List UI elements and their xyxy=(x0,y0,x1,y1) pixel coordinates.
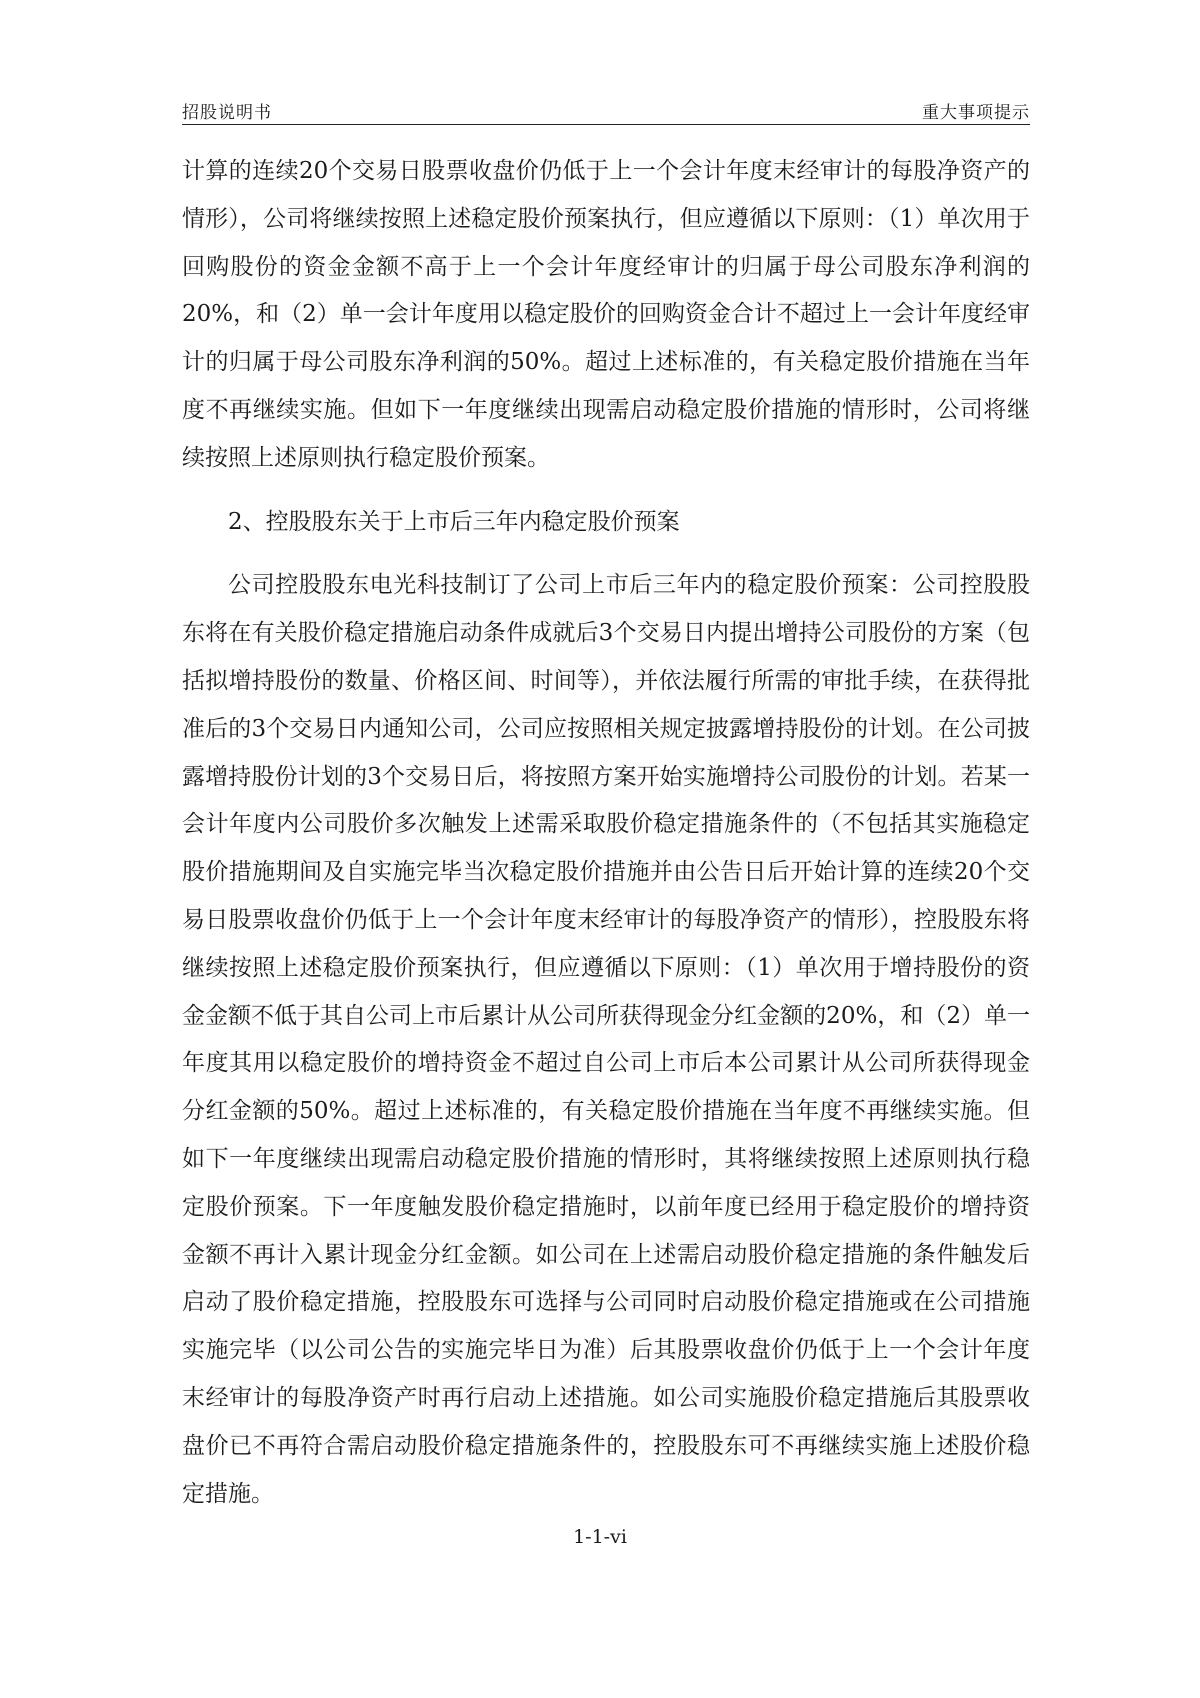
page-header xyxy=(182,96,1030,125)
paragraph-controlling-shareholder: 公司控股股东电光科技制订了公司上市后三年内的稳定股价预案：公司控股股东将在有关股价稳定措施启动条件成就后3个交易日内提出增持公司股份的方案（包括拟增持股份的数量、价格区间、时间等），并依法履行所需的审批手续，在获得批准后的3个交易日内通知公司，公司应按照相关规定披露增持股份的计划。在公司披露增持股份计划的3个交易日后，将按照方案开始实施增持公司股份的计划。若某一会计年度内公司股价多次触发上述需采取股价稳定措施条件的（不包括其实施稳定股价措施期间及自实施完毕当次稳定股价措施并由公告日后开始计算的连续20个交易日股票收盘价仍低于上一个会计年度末经审计的每股净资产的情形），控股股东将继续按照上述稳定股价预案执行，但应遵循以下原则：（1）单次用于增持股份的资金金额不低于其自公司上市后累计从公司所获得现金分红金额的20%，和（2）单一年度其用以稳定股价的增持资金不超过自公司上市后本公司累计从公司所获得现金分红金额的50%。超过上述标准的，有关稳定股价措施在当年度不再继续实施。但如下一年度继续出现需启动稳定股价措施的情形时，其将继续按照上述原则执行稳定股价预案。下一年度触发股价稳定措施时，以前年度已经用于稳定股价的增持资金额不再计入累计现金分红金额。如公司在上述需启动股价稳定措施的条件触发后启动了股价稳定措施，控股股东可选择与公司同时启动股价稳定措施或在公司措施实施完毕（以公司公告的实施完毕日为准）后其股票收盘价仍低于上一个会计年度末经审计的每股净资产时再行启动上述措施。如公司实施股价稳定措施后其股票收盘价已不再符合需启动股价稳定措施条件的，控股股东可不再继续实施上述股价稳定措施。 xyxy=(182,572,1030,1507)
section-title: 重大事项提示 xyxy=(922,103,1030,123)
page-number: 1-1-vi xyxy=(573,1526,627,1548)
document-title: 招股说明书 xyxy=(182,103,272,123)
paragraph-continuation: 计算的连续20个交易日股票收盘价仍低于上一个会计年度末经审计的每股净资产的情形），公司将继续按照上述稳定股价预案执行，但应遵循以下原则：（1）单次用于回购股份的资金金额不高于上一个会计年度经审计的归属于母公司股东净利润的20%，和（2）单一会计年度用以稳定股价的回购资金合计不超过上一会计年度经审计的归属于母公司股东净利润的50%。超过上述标准的，有关稳定股价措施在当年度不再继续实施。但如下一年度继续出现需启动稳定股价措施的情形时，公司将继续按照上述原则执行稳定股价预案。 xyxy=(182,158,1030,471)
section-heading: 2、控股股东关于上市后三年内稳定股价预案 xyxy=(228,508,680,535)
document-body xyxy=(182,148,1030,1518)
